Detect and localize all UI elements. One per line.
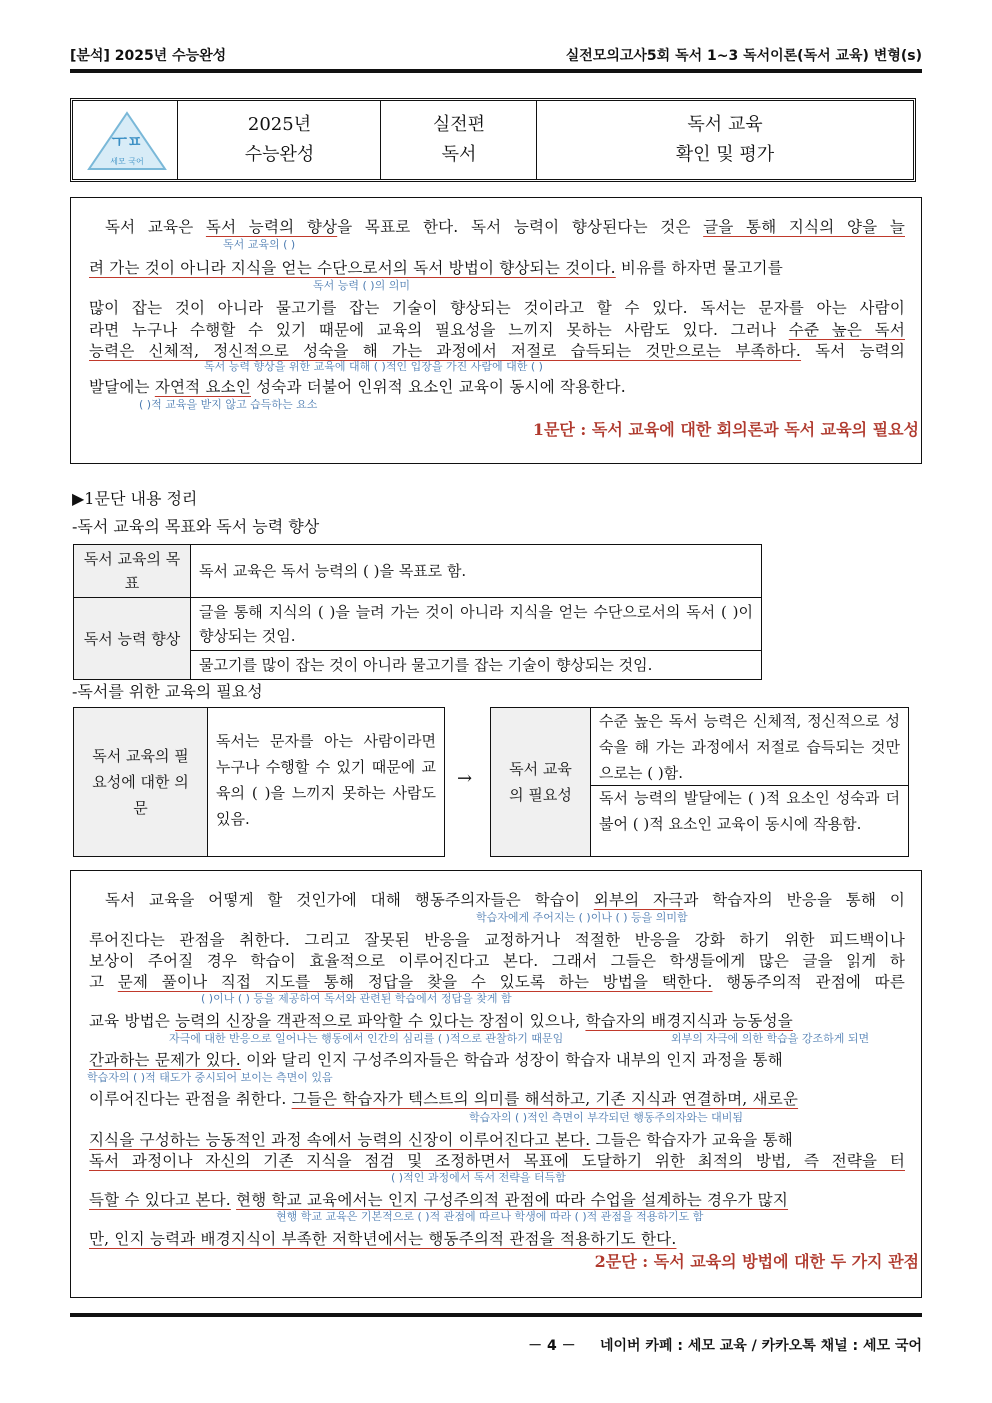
title-box	[70, 98, 916, 182]
title-type: 확인 및 평가	[675, 144, 775, 165]
p2-note-7: 현행 학교 교육은 기본적으로 ( )적 관점에 따르나 학생에 따라 ( )적 관점을 적용하기도 함	[276, 1210, 704, 1223]
p2-note-3a: 자극에 대한 반응으로 일어나는 행동에서 인간의 심리를 ( )적으로 관찰하기 때문임	[169, 1032, 564, 1045]
title-year: 2025년	[247, 114, 312, 135]
p2-line-7: 이루어진다는 관점을 취한다. 그들은 학습자가 텍스트의 의미를 해석하고, 기존 지식과 연결하며, 새로운	[89, 1090, 799, 1108]
p2-note-6: ( )적인 과정에서 독서 전략을 터득함	[391, 1171, 566, 1184]
title-subject: 독서	[441, 144, 477, 165]
p2-line-9: 독서 과정이나 자신의 기존 지식을 점검 및 조정하면서 목표에 도달하기 위한 최적의 방법, 즉 전략을 터	[89, 1152, 905, 1170]
p1-line-2: 려 가는 것이 아니라 지식을 얻는 수단으로서의 독서 방법이 향상되는 것이다. 비유를 하자면 물고기를	[89, 259, 783, 277]
need-box	[490, 707, 909, 857]
bottom-rule	[70, 1313, 922, 1317]
p2-note-2: ( )이나 ( ) 등을 제공하여 독서와 관련된 학습에서 정답을 찾게 함	[201, 992, 512, 1005]
p1-line-5: 능력은 신체적, 정신적으로 성숙을 해 가는 과정에서 저절로 습득되는 것만으로는 부족하다. 독서 능력의	[89, 342, 905, 360]
svg-text:세모 국어: 세모 국어	[110, 157, 144, 166]
paragraph-1-box	[70, 197, 922, 464]
header-left: [분석] 2025년 수능완성	[70, 48, 227, 64]
p2-line-8: 지식을 구성하는 능동적인 과정 속에서 능력의 신장이 이루어진다고 본다. 그들은 학습자가 교육을 통해	[89, 1131, 793, 1149]
need-text-2: 독서 능력의 발달에는 ( )적 요소인 성숙과 더불어 ( )적 요소인 교육이 동시에 작용함.	[599, 789, 900, 833]
p1-line-1: 독서 교육은 독서 능력의 향상을 목표로 한다. 독서 능력이 향상된다는 것은 글을 통해 지식의 양을 늘	[105, 218, 905, 236]
paragraph-2-box	[70, 870, 922, 1298]
title-cell-2	[380, 101, 537, 179]
table-row	[74, 545, 762, 598]
semo-logo-icon	[85, 109, 169, 173]
p2-line-2: 루어진다는 관점을 취한다. 그리고 잘못된 반응을 교정하거나 적절한 반응을 강화 하기 위한 피드백이나	[89, 931, 905, 949]
footer: － 4 － 네이버 카페 : 세모 교육 / 카카오톡 채널 : 세모 국어	[528, 1338, 922, 1354]
p2-note-4: 학습자의 ( )적 태도가 중시되어 보이는 측면이 있음	[87, 1071, 333, 1084]
p1-note-2: 독서 능력 ( )의 의미	[313, 279, 410, 292]
goal-head: 독서 교육의 목표	[74, 545, 191, 598]
p2-line-1: 독서 교육을 어떻게 할 것인가에 대해 행동주의자들은 학습이 외부의 자극과 학습자의 반응을 통해 이	[105, 891, 905, 909]
table-row	[74, 598, 762, 651]
p1-summary: 1문단 : 독서 교육에 대한 회의론과 독서 교육의 필요성	[532, 420, 919, 439]
title-cell-1	[177, 101, 381, 179]
p1-line-4: 라면 누구나 수행할 수 있기 때문에 교육의 필요성을 느끼지 못하는 사람도 있다. 그러나 수준 높은 독서	[89, 321, 905, 339]
title-cell-3	[536, 101, 913, 179]
title-topic: 독서 교육	[687, 114, 763, 135]
p2-line-10: 득할 수 있다고 본다. 현행 학교 교육에서는 인지 구성주의적 관점에 따라 수업을 설계하는 경우가 많지	[89, 1191, 789, 1209]
p2-line-11: 만, 인지 능력과 배경지식이 부족한 저학년에서는 행동주의적 관점을 적용하기도 한다.	[89, 1230, 677, 1248]
p1-line-6: 발달에는 자연적 요소인 성숙과 더불어 인위적 요소인 교육이 동시에 작용한다.	[89, 378, 626, 396]
improve-text-1: 글을 통해 지식의 ( )을 늘려 가는 것이 아니라 지식을 얻는 수단으로서의 독서 ( )이 향상되는 것임.	[191, 598, 762, 651]
summary-sub-1: -독서 교육의 목표와 독서 능력 향상	[72, 517, 320, 536]
p2-summary: 2문단 : 독서 교육의 방법에 대한 두 가지 관점	[594, 1252, 919, 1271]
p1-note-4: ( )적 교육을 받지 않고 습득하는 요소	[139, 398, 318, 411]
doubt-box	[73, 707, 445, 857]
goal-text: 독서 교육은 독서 능력의 ( )을 목표로 함.	[191, 545, 762, 598]
arrow-icon: →	[457, 768, 473, 789]
svg-text:ㅜㅍ: ㅜㅍ	[111, 132, 143, 151]
improve-head: 독서 능력 향상	[74, 598, 191, 680]
doubt-text: 독서는 문자를 아는 사람이라면 누구나 수행할 수 있기 때문에 교육의 ( )을 느끼지 못하는 사람도 있음.	[216, 732, 436, 828]
need-text-1: 수준 높은 독서 능력은 신체적, 정신적으로 성숙을 해 가는 과정에서 저절로 습득되는 것만으로는 ( )함.	[591, 708, 908, 786]
title-book: 수능완성	[244, 144, 315, 165]
p2-note-5: 학습자의 ( )적인 측면이 부각되던 행동주의자와는 대비됨	[469, 1111, 743, 1124]
header-right: 실전모의고사5회 독서 1~3 독서이론(독서 교육) 변형(s)	[565, 48, 922, 64]
p2-note-1: 학습자에게 주어지는 ( )이나 ( ) 등을 의미함	[476, 911, 688, 924]
p2-line-3: 보상이 주어질 경우 학습이 효율적으로 이루어진다고 본다. 그래서 그들은 학생들에게 많은 글을 읽게 하	[89, 952, 905, 970]
p1-note-1: 독서 교육의 ( )	[223, 238, 296, 251]
p2-line-6: 간과하는 문제가 있다. 이와 달리 인지 구성주의자들은 학습과 성장이 학습자 내부의 인지 과정을 통해	[89, 1051, 783, 1069]
p1-note-3: 독서 능력 향상을 위한 교육에 대해 ( )적인 입장을 가진 사람에 대한 ( )	[204, 360, 543, 373]
p2-line-5: 교육 방법은 능력의 신장을 객관적으로 파악할 수 있다는 장점이 있으나, 학습자의 배경지식과 능동성을	[89, 1012, 793, 1030]
summary-heading: ▶1문단 내용 정리	[72, 489, 198, 508]
summary-sub-2: -독서를 위한 교육의 필요성	[72, 682, 263, 701]
need-head: 독서 교육의 필요성	[491, 708, 591, 856]
title-part: 실전편	[432, 114, 486, 135]
improve-text-2: 물고기를 많이 잡는 것이 아니라 물고기를 잡는 기술이 향상되는 것임.	[191, 651, 762, 680]
goal-table	[73, 544, 762, 680]
top-rule	[70, 69, 922, 73]
p2-line-4: 고 문제 풀이나 직접 지도를 통해 정답을 찾을 수 있도록 하는 방법을 택한다. 행동주의적 관점에 따른	[89, 973, 905, 991]
p2-note-3b: 외부의 자극에 의한 학습을 강조하게 되면	[671, 1032, 870, 1045]
p1-line-3: 많이 잡는 것이 아니라 물고기를 잡는 기술이 향상되는 것이라고 할 수 있다. 독서는 문자를 아는 사람이	[89, 299, 905, 317]
doubt-head: 독서 교육의 필요성에 대한 의문	[74, 708, 208, 856]
